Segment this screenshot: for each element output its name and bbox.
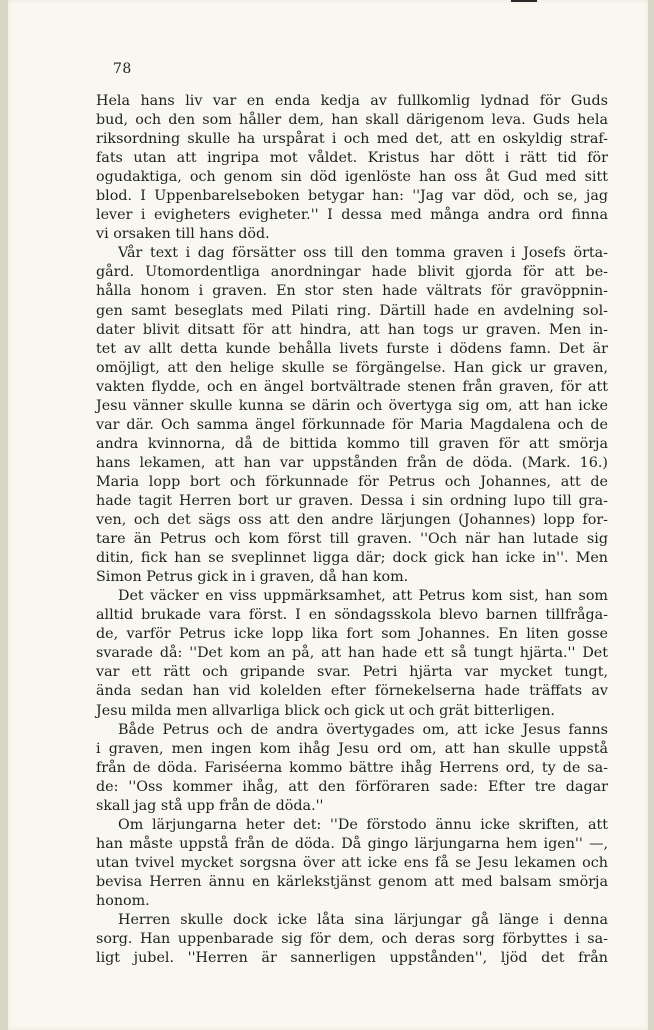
text-line: Det väcker en viss uppmärksamhet, att Petrus kom sist, han som xyxy=(118,588,608,605)
page-number: 78 xyxy=(113,61,132,77)
text-line: Jesu milda men allvarliga blick och gick ut och grät bitterligen. xyxy=(96,702,555,719)
text-line: skall jag stå upp från de döda.'' xyxy=(96,797,324,814)
text-line: Hela hans liv var en enda kedja av fullkomlig lydnad för Guds xyxy=(96,93,608,109)
text-line: dater blivit ditsatt för att hindra, att han togs ur graven. Men in- xyxy=(96,321,608,338)
top-edge-mark xyxy=(511,0,537,2)
text-line: vakten flydde, och en ängel bortvältrade stenen från graven, för att xyxy=(96,378,608,395)
text-line: hade tagit Herren bort ur graven. Dessa i sin ordning lupo till gra- xyxy=(96,492,608,509)
text-line: bevisa Herren ännu en kärlekstjänst genom att med balsam smörja xyxy=(96,873,608,890)
text-line: svarade då: ''Det kom an på, att han hade ett så tungt hjärta.'' Det xyxy=(96,645,608,662)
text-line: blod. I Uppenbarelseboken betygar han: ''Jag var död, och se, jag xyxy=(96,188,608,205)
body-text xyxy=(96,92,608,968)
text-line: hålla honom i graven. En stor sten hade vältrats för gravöppnin- xyxy=(96,283,608,300)
text-line: honom. xyxy=(96,892,150,909)
text-line: från de döda. Fariséerna kommo bättre ihåg Herrens ord, ty de sa- xyxy=(96,759,608,776)
text-line: tare än Petrus och kom först till graven. ''Och när han lutade sig xyxy=(96,531,608,548)
text-line: tet av allt detta kunde behålla livets furste i dödens famn. Det är xyxy=(96,340,608,357)
text-line: ända sedan han vid kolelden efter förnekelserna hade träffats av xyxy=(96,683,608,700)
text-line: andra kvinnorna, då de bittida kommo till graven för att smörja xyxy=(96,435,608,452)
text-line: Herren skulle dock icke låta sina lärjungar gå länge i denna xyxy=(118,912,608,929)
text-line: var ett rätt och gripande svar. Petri hjärta var mycket tungt, xyxy=(96,664,608,681)
text-line: Maria lopp bort och förkunnade för Petrus och Johannes, att de xyxy=(96,473,608,490)
text-line: Simon Petrus gick in i graven, då han kom. xyxy=(96,569,409,586)
text-line: lever i evigheters evigheter.'' I dessa med många andra ord finna xyxy=(96,207,608,224)
text-line: hans lekamen, att han var uppstånden från de döda. (Mark. 16.) xyxy=(96,454,608,471)
text-line: de, varför Petrus icke lopp lika fort som Johannes. En liten gosse xyxy=(96,626,608,643)
text-line: bud, och den som håller dem, han skall därigenom leva. Guds hela xyxy=(96,112,608,129)
text-line: Både Petrus och de andra övertygades om, att icke Jesus fanns xyxy=(118,721,608,738)
text-line: ditin, fick han se sveplinnet ligga där; dock gick han icke in''. Men xyxy=(96,550,608,567)
text-line: Jesu vänner skulle kunna se därin och övertyga sig om, att han icke xyxy=(96,397,608,414)
text-line: alltid brukade vara först. I en söndagsskola blevo barnen tillfråga- xyxy=(96,607,608,624)
text-line: i graven, men ingen kom ihåg Jesu ord om, att han skulle uppstå xyxy=(96,740,608,757)
text-line: sorg. Han uppenbarade sig för dem, och deras sorg förbyttes i sa- xyxy=(96,931,608,948)
book-page xyxy=(8,0,648,1030)
text-line: utan tvivel mycket sorgsna över att icke ens få se Jesu lekamen och xyxy=(96,854,608,871)
text-line: omöjligt, att den helige skulle se förgängelse. Han gick ur graven, xyxy=(96,359,608,376)
text-line: ogudaktiga, och genom sin död igenlöste han oss åt Gud med sitt xyxy=(96,169,608,186)
text-line: riksordning skulle ha urspårat i och med det, att en oskyldig straf- xyxy=(96,131,608,148)
text-line: Vår text i dag försätter oss till den tomma graven i Josefs örta- xyxy=(118,245,608,262)
text-line: Om lärjungarna heter det: ''De förstodo ännu icke skriften, att xyxy=(118,816,608,833)
text-line: var där. Och samma ängel förkunnade för Maria Magdalena och de xyxy=(96,416,608,433)
text-line: ligt jubel. ''Herren är sannerligen uppstånden'', ljöd det från xyxy=(96,950,608,967)
text-line: vi orsaken till hans död. xyxy=(96,226,270,243)
text-line: gård. Utomordentliga anordningar hade blivit gjorda för att be- xyxy=(96,264,608,281)
text-line: de: ''Oss kommer ihåg, att den förföraren sade: Efter tre dagar xyxy=(96,778,608,795)
text-line: ven, och det sägs oss att den andre lärjungen (Johannes) lopp for- xyxy=(96,512,608,529)
text-line: han måste uppstå från de döda. Då gingo lärjungarna hem igen'' —, xyxy=(96,835,608,852)
text-line: gen samt beseglats med Pilati ring. Därtill hade en avdelning sol- xyxy=(96,302,608,319)
text-line: fats utan att ingripa mot våldet. Kristus har dött i rätt tid för xyxy=(96,150,608,167)
